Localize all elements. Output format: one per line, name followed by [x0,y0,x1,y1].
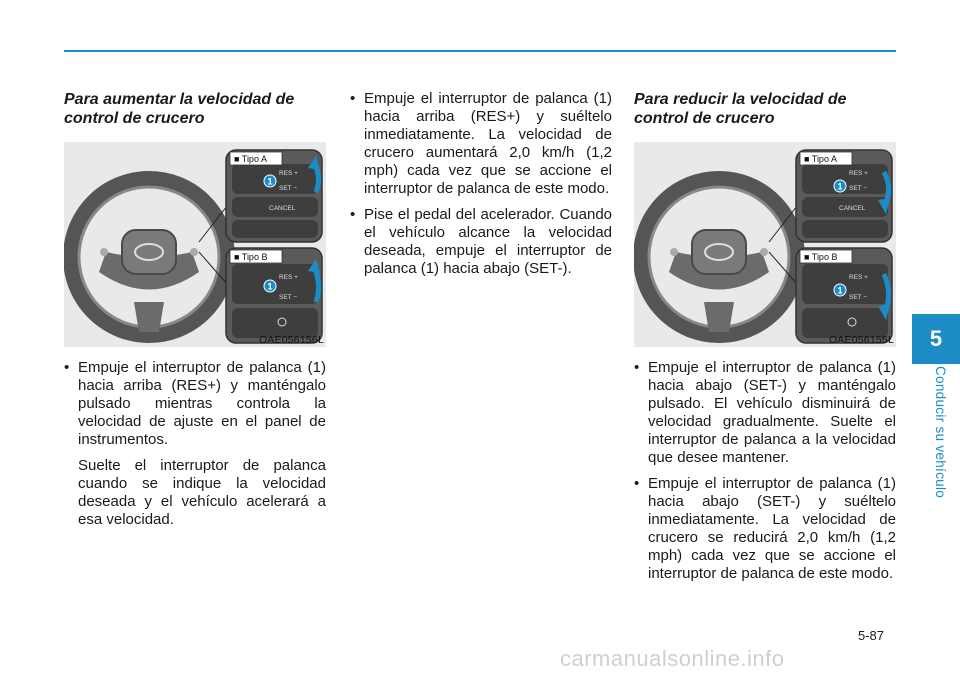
btn-res-label: RES + [279,170,298,177]
label-tipo-b: ■ Tipo B [234,252,268,262]
list-item: • Empuje el interruptor de palanca (1) hacia abajo (SET-) y suéltelo inmediatamente. La velocidad de crucero se reducirá 2,0 km/h (1,2 mph) cada vez que se accione el interruptor de palanca de este modo. [634,475,896,583]
svg-text:SET −: SET − [279,294,298,301]
middle-column [350,90,612,286]
callout-1: 1 [837,285,843,296]
top-rule [64,50,896,52]
bullet-list-right [634,359,896,583]
figure-code: OAE056155L [828,334,894,346]
steering-hub [122,230,176,274]
list-item: • Empuje el interruptor de palanca (1) hacia abajo (SET-) y manténgalo pulsado. El vehículo disminuirá de velocidad gradualmente. Suelte el interruptor de palanca a la velocidad que desee mantener. [634,359,896,467]
btn-res-label: RES + [849,170,868,177]
steering-wheel-illustration [64,142,326,347]
list-item: • Pise el pedal del acelerador. Cuando el vehículo alcance la velocidad deseada, empuje el interruptor de palanca (1) hacia abajo (SET-). [350,206,612,278]
btn-cancel-label: CANCEL [269,205,296,212]
steering-hub [692,230,746,274]
heading-reduce-speed: Para reducir la velocidad de control de crucero [634,91,847,127]
svg-text:RES +: RES + [279,274,298,281]
list-item: • Empuje el interruptor de palanca (1) hacia arriba (RES+) y manténgalo pulsado mientras controla la velocidad de ajuste en el panel de instrumentos. [64,359,326,449]
figure-code: OAE056156L [258,334,324,346]
callout-1: 1 [267,176,273,187]
label-tipo-a: ■ Tipo A [234,154,267,164]
right-column [634,90,896,591]
callout-1: 1 [267,281,273,292]
btn-cancel-label: CANCEL [839,205,866,212]
steering-wheel-illustration [634,142,896,347]
bullet-list-left [64,359,326,529]
svg-text:RES +: RES + [849,274,868,281]
svg-text:SET −: SET − [849,294,868,301]
chapter-title: Conducir su vehículo [933,366,948,499]
page-number: 5-87 [858,628,885,643]
btn-set-label: SET − [849,185,868,192]
figure-reduce-speed [634,142,896,347]
list-item: • Empuje el interruptor de palanca (1) hacia arriba (RES+) y suéltelo inmediatamente. La velocidad de crucero aumentará 2,0 km/h (1,2 mph) cada vez que se accione el interruptor de palanca de este modo. [350,90,612,198]
list-item: Suelte el interruptor de palanca cuando se indique la velocidad deseada y el vehículo acelerará a esa velocidad. [78,457,326,528]
heading-increase-speed: Para aumentar la velocidad de control de crucero [64,91,295,127]
chapter-tab[interactable]: 5 [912,314,960,364]
callout-1: 1 [837,181,843,192]
bullet-list-middle [350,90,612,278]
btn-set-label: SET − [279,185,298,192]
figure-increase-speed [64,142,326,347]
watermark: carmanualsonline.info [560,646,785,671]
left-column [64,90,326,537]
label-tipo-b: ■ Tipo B [804,252,838,262]
label-tipo-a: ■ Tipo A [804,154,837,164]
